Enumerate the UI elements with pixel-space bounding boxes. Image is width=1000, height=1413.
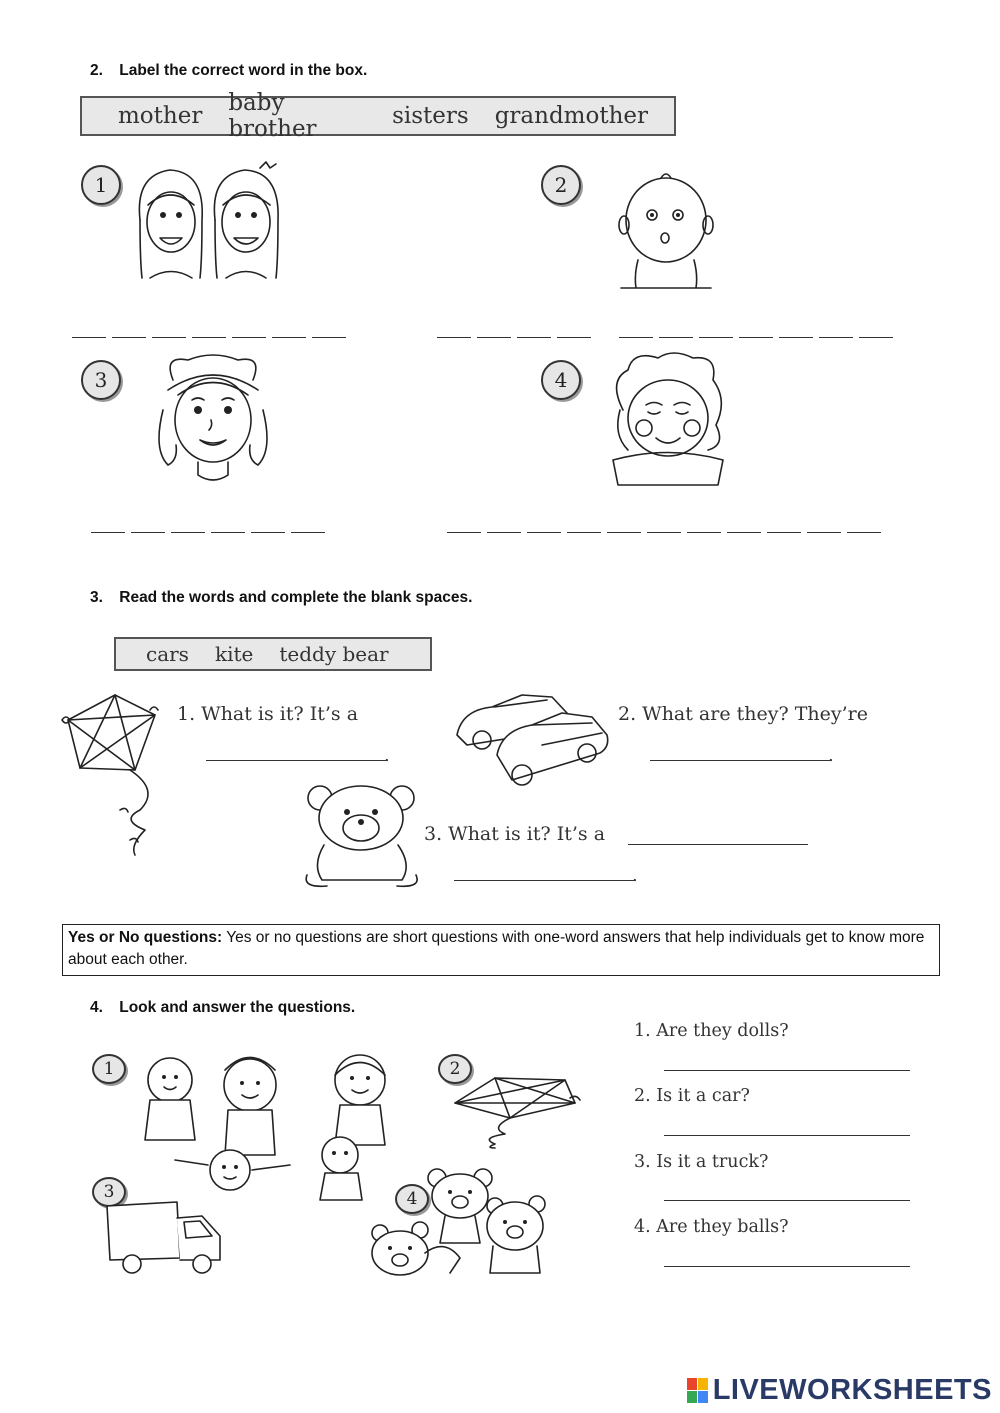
question-3-1: 1. What is it? It’s a [177,703,359,725]
question-3-3: 3. What is it? It’s a [424,823,606,845]
question-4-1: 1. Are they dolls? [634,1021,789,1041]
info-body: Yes or no questions are short questions with one-word answers that help individuals get to know more about each other. [68,929,925,968]
word-mother: mother [118,103,203,129]
picture-2-badge: 2 [438,1054,472,1084]
logo-square-3 [687,1391,697,1403]
liveworksheets-logo-icon [687,1378,709,1404]
word-kite: kite [214,642,254,666]
word-grandmother: grandmother [494,103,648,129]
answer-period-3-1: . [384,745,390,766]
section2-number: 2. [90,62,103,79]
answer-period-3-2: . [828,745,834,766]
section2-heading [90,62,367,80]
picture-3-badge: 3 [92,1177,126,1207]
teddy-bear-drawing [302,780,422,890]
item-4-badge: 4 [541,360,581,400]
answer-line-3-3b[interactable] [454,880,634,881]
section3-number: 3. [90,589,103,606]
answer-line-4-4[interactable] [664,1266,910,1267]
baby-brother-drawing [616,170,726,290]
section3-heading [90,589,472,607]
word-cars: cars [146,642,189,666]
answer-line-3-3a[interactable] [628,844,808,845]
logo-square-1 [687,1378,697,1390]
section4-heading [90,999,355,1017]
truck-drawing [102,1198,224,1278]
yes-no-info-box [62,924,940,976]
grandmother-drawing [608,350,728,490]
item-1-badge: 1 [81,165,121,205]
teddy-bears-drawing [365,1168,565,1278]
picture-1-badge: 1 [92,1054,126,1084]
answer-line-3-1[interactable] [206,760,386,761]
toys-word-bank [114,637,432,671]
cars-drawing [452,685,612,795]
brand-name: LIVEWORKSHEETS [712,1374,992,1406]
section2-instruction: Label the correct word in the box. [119,62,368,79]
word-sisters: sisters [392,103,469,129]
question-4-4: 4. Are they balls? [634,1217,789,1237]
section3-instruction: Read the words and complete the blank spaces. [119,589,473,606]
question-4-3: 3. Is it a truck? [634,1152,769,1172]
section4-instruction: Look and answer the questions. [119,999,356,1016]
family-word-bank [80,90,676,142]
question-3-2: 2. What are they? They’re [618,703,868,725]
logo-square-2 [698,1378,708,1390]
answer-line-4-3[interactable] [664,1200,910,1201]
picture-4-badge: 4 [395,1184,429,1214]
info-title: Yes or No questions: [68,929,223,946]
word-teddy-bear: teddy bear [279,642,389,666]
answer-line-3-2[interactable] [650,760,830,761]
answer-period-3-3: . [632,865,638,886]
item-3-badge: 3 [81,360,121,400]
kite-picture-drawing [450,1068,585,1148]
answer-line-4-2[interactable] [664,1135,910,1136]
question-4-2: 2. Is it a car? [634,1086,750,1106]
liveworksheets-brand[interactable] [687,1374,992,1407]
kite-drawing [60,690,170,860]
mother-drawing [148,350,278,490]
item-2-badge: 2 [541,165,581,205]
sisters-drawing [130,160,290,295]
word-baby-brother: baby brother [228,90,317,142]
answer-line-4-1[interactable] [664,1070,910,1071]
logo-square-4 [698,1391,708,1403]
section4-number: 4. [90,999,103,1016]
